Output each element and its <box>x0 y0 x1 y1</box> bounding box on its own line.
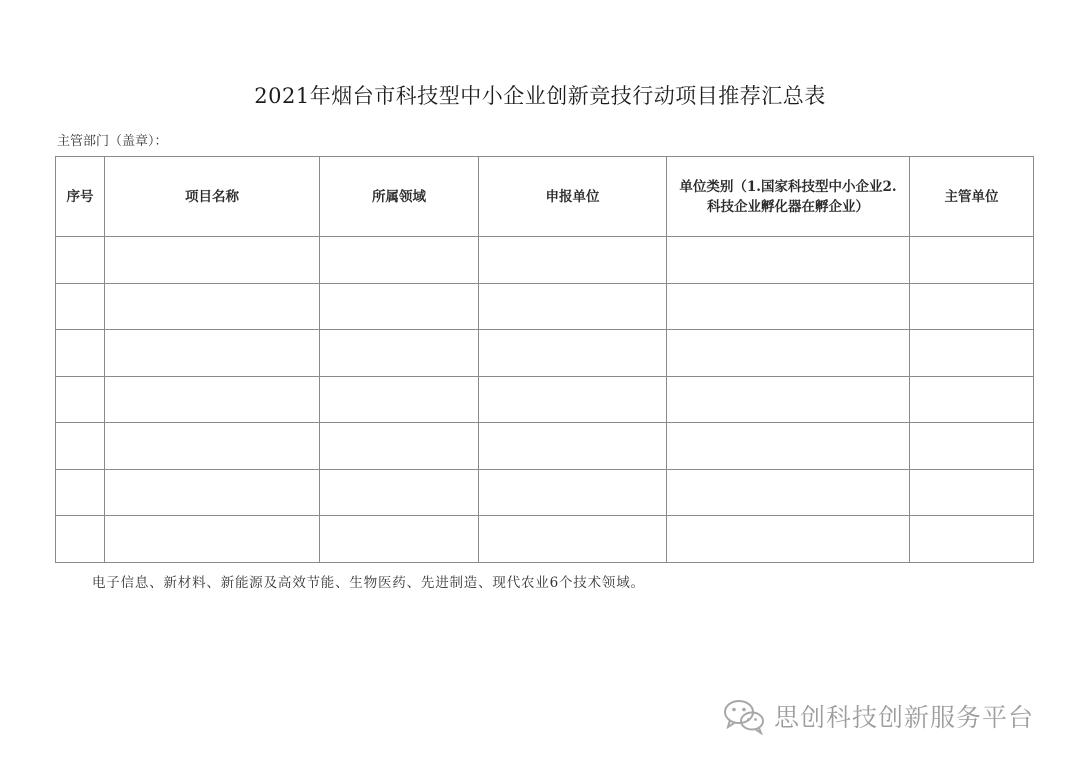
table-cell <box>479 283 667 330</box>
table-cell <box>320 423 479 470</box>
table-cell <box>320 283 479 330</box>
table-cell <box>105 423 320 470</box>
table-cell <box>479 237 667 284</box>
header-project-name: 项目名称 <box>105 157 320 237</box>
header-serial-number: 序号 <box>56 157 105 237</box>
table-cell <box>910 423 1034 470</box>
table-header-row <box>56 157 1034 237</box>
table-cell <box>56 469 105 516</box>
summary-table <box>55 156 1034 563</box>
table-cell <box>56 330 105 377</box>
table-row <box>56 283 1034 330</box>
table-cell <box>105 376 320 423</box>
table-cell <box>56 237 105 284</box>
table-cell <box>56 283 105 330</box>
table-cell <box>56 423 105 470</box>
table-cell <box>105 283 320 330</box>
table-cell <box>667 469 910 516</box>
header-field: 所属领域 <box>320 157 479 237</box>
table-cell <box>910 330 1034 377</box>
table-cell <box>910 283 1034 330</box>
table-cell <box>910 516 1034 563</box>
table-cell <box>105 469 320 516</box>
table-cell <box>320 469 479 516</box>
table-cell <box>667 516 910 563</box>
table-row <box>56 469 1034 516</box>
department-label: 主管部门（盖章）： <box>57 134 168 149</box>
watermark <box>722 697 1034 735</box>
table-cell <box>910 376 1034 423</box>
table-cell <box>56 376 105 423</box>
table-row <box>56 376 1034 423</box>
table-cell <box>320 330 479 377</box>
table-row <box>56 516 1034 563</box>
table-row <box>56 237 1034 284</box>
watermark-text: 思创科技创新服务平台 <box>774 703 1035 732</box>
document-title: 2021年烟台市科技型中小企业创新竞技行动项目推荐汇总表 <box>254 84 826 108</box>
wechat-icon <box>722 697 768 735</box>
table-body <box>56 237 1034 563</box>
table-cell <box>105 330 320 377</box>
table-cell <box>667 330 910 377</box>
table-cell <box>667 376 910 423</box>
table-cell <box>479 330 667 377</box>
header-supervising-unit: 主管单位 <box>910 157 1034 237</box>
table-cell <box>910 237 1034 284</box>
footnote: 电子信息、新材料、新能源及高效节能、生物医药、先进制造、现代农业6个技术领域。 <box>92 575 645 591</box>
table-cell <box>479 469 667 516</box>
table-cell <box>479 423 667 470</box>
table-cell <box>479 376 667 423</box>
table-row <box>56 330 1034 377</box>
table-cell <box>320 376 479 423</box>
table-cell <box>667 423 910 470</box>
table-cell <box>105 516 320 563</box>
header-applicant-unit: 申报单位 <box>479 157 667 237</box>
table-cell <box>105 237 320 284</box>
table-row <box>56 423 1034 470</box>
header-unit-category: 单位类别（1.国家科技型中小企业2.科技企业孵化器在孵企业） <box>667 157 910 237</box>
table-cell <box>910 469 1034 516</box>
table-cell <box>667 283 910 330</box>
table-cell <box>56 516 105 563</box>
table-cell <box>667 237 910 284</box>
table-cell <box>479 516 667 563</box>
table-cell <box>320 237 479 284</box>
table-cell <box>320 516 479 563</box>
